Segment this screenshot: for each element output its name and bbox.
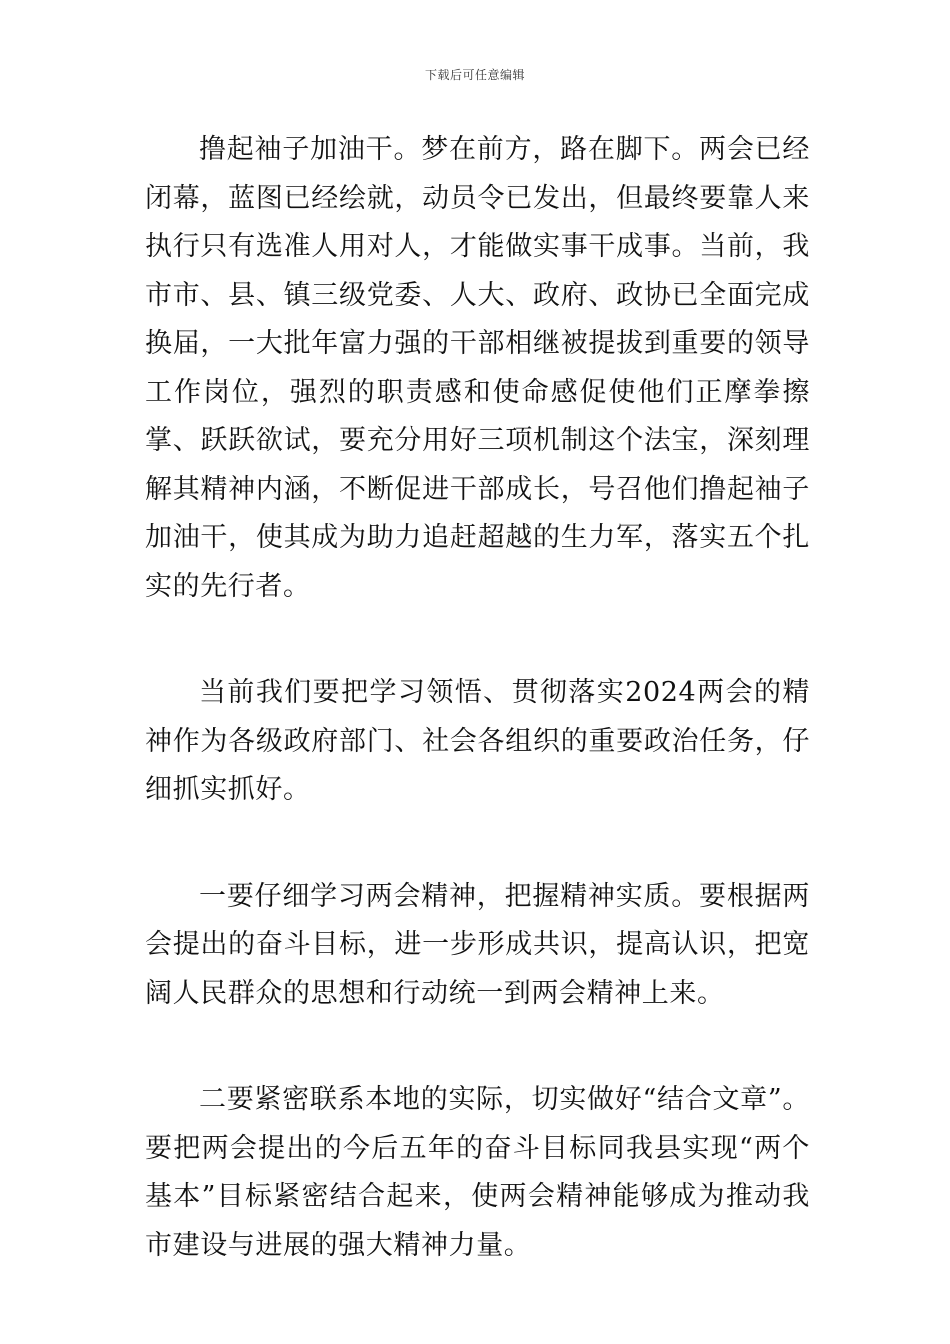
paragraph-2: 当前我们要把学习领悟、贯彻落实2024两会的精神作为各级政府部门、社会各组织的重要政治任务，仔细抓实抓好。 — [145, 677, 810, 805]
paragraph-3: 一要仔细学习两会精神，把握精神实质。要根据两会提出的奋斗目标，进一步形成共识，提高认识，把宽阔人民群众的思想和行动统一到两会精神上来。 — [145, 880, 810, 1009]
document-body — [145, 126, 810, 1270]
header-note: 下载后可任意编辑 — [424, 68, 525, 82]
paragraph-spacer — [145, 611, 810, 669]
paragraph-spacer — [145, 1018, 810, 1076]
paragraph-spacer — [145, 815, 810, 873]
paragraph-4: 二要紧密联系本地的实际，切实做好“结合文章”。要把两会提出的今后五年的奋斗目标同我县实现“两个基本”目标紧密结合起来，使两会精神能够成为推动我市建设与进展的强大精神力量。 — [145, 1084, 810, 1261]
paragraph-1: 撸起袖子加油干。梦在前方，路在脚下。两会已经闭幕，蓝图已经绘就，动员令已发出，但最终要靠人来执行只有选准人用对人，才能做实事干成事。当前，我市市、县、镇三级党委、人大、政府、政协已全面完成换届，一大批年富力强的干部相继被提拔到重要的领导工作岗位，强烈的职责感和使命感促使他们正摩拳擦掌、跃跃欲试，要充分用好三项机制这个法宝，深刻理解其精神内涵，不断促进干部成长，号召他们撸起袖子加油干，使其成为助力追赶超越的生力军，落实五个扎实的先行者。 — [145, 134, 810, 602]
